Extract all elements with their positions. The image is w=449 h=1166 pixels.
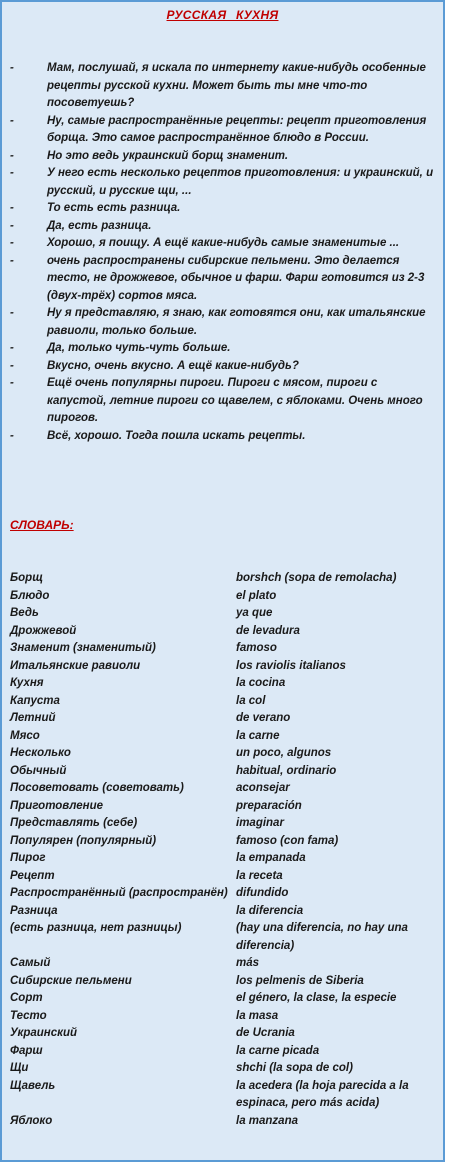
dialogue-text: Да, есть разница. — [47, 219, 152, 232]
dialogue-line — [10, 60, 438, 113]
vocabulary-spanish-translation: aconsejar — [236, 782, 290, 794]
vocabulary-spanish-translation: la acedera (la hoja parecida a la espinaca, pero más acida) — [236, 1079, 409, 1109]
dialogue-text: У него есть несколько рецептов приготовления: и украинский, и русский, и русские щи, ... — [47, 167, 434, 197]
vocabulary-spanish-translation: la empanada — [236, 852, 306, 864]
vocabulary-russian-term: Фарш — [10, 1044, 43, 1057]
vocabulary-row — [10, 1060, 438, 1078]
vocabulary-row — [10, 710, 438, 728]
vocabulary-russian-term: Украинский — [10, 1027, 77, 1039]
vocabulary-row — [10, 868, 438, 886]
vocabulary-row — [10, 1043, 438, 1061]
vocabulary-row — [10, 763, 438, 781]
vocabulary-russian-term: Сибирские пельмени — [10, 974, 132, 987]
vocabulary-row — [10, 675, 438, 693]
vocabulary-spanish-translation: un poco, algunos — [236, 747, 332, 759]
vocabulary-spanish-translation: la diferencia — [236, 904, 304, 917]
vocabulary-spanish-translation: la carne — [236, 729, 280, 742]
vocabulary-table — [10, 570, 438, 1130]
dialogue-line — [10, 428, 438, 446]
vocabulary-russian-term: Щи — [10, 1062, 29, 1074]
vocabulary-heading: СЛОВАРЬ: — [10, 518, 74, 532]
dialogue-dash: - — [10, 149, 14, 162]
vocabulary-russian-term: Распространённый (распространён) — [10, 887, 228, 899]
vocabulary-russian-term: (есть разница, нет разницы) — [10, 922, 182, 934]
dialogue-dash: - — [10, 254, 14, 267]
vocabulary-row — [10, 1008, 438, 1026]
vocabulary-russian-term: Дрожжевой — [10, 624, 77, 637]
dialogue-line — [10, 200, 438, 218]
vocabulary-russian-term: Кухня — [10, 677, 44, 689]
vocabulary-row — [10, 745, 438, 763]
dialogue-line — [10, 113, 438, 148]
vocabulary-spanish-translation: de levadura — [236, 624, 300, 637]
vocabulary-russian-term: Капуста — [10, 694, 60, 707]
vocabulary-row — [10, 833, 438, 851]
vocabulary-spanish-translation: el plato — [236, 589, 277, 602]
vocabulary-row — [10, 640, 438, 658]
dialogue-line — [10, 340, 438, 358]
dialogue-text: Но это ведь украинский борщ знаменит. — [47, 149, 289, 162]
dialogue-line — [10, 375, 438, 428]
vocabulary-spanish-translation: la cocina — [236, 677, 286, 689]
vocabulary-row — [10, 1025, 438, 1043]
vocabulary-spanish-translation: el género, la clase, la especie — [236, 992, 397, 1004]
vocabulary-spanish-translation: difundido — [236, 887, 289, 899]
vocabulary-row — [10, 815, 438, 833]
vocabulary-russian-term: Сорт — [10, 992, 43, 1004]
vocabulary-spanish-translation: los raviolis italianos — [236, 659, 346, 672]
vocabulary-russian-term: Популярен (популярный) — [10, 834, 157, 847]
dialogue-line — [10, 253, 438, 306]
dialogue-line — [10, 358, 438, 376]
vocabulary-russian-term: Щавель — [10, 1079, 56, 1092]
dialogue-dash: - — [10, 202, 14, 214]
vocabulary-spanish-translation: famoso — [236, 642, 277, 654]
dialogue-line — [10, 305, 438, 340]
vocabulary-russian-term: Рецепт — [10, 869, 55, 882]
vocabulary-row — [10, 780, 438, 798]
vocabulary-row — [10, 658, 438, 676]
vocabulary-russian-term: Знаменит (знаменитый) — [10, 642, 156, 654]
vocabulary-row — [10, 990, 438, 1008]
vocabulary-russian-term: Приготовление — [10, 799, 104, 812]
vocabulary-russian-term: Разница — [10, 904, 58, 917]
vocabulary-spanish-translation: habitual, ordinario — [236, 764, 337, 777]
dialogue-text: Ну, самые распространённые рецепты: рецепт приготовления борща. Это самое распространённое блюдо в России. — [47, 114, 427, 144]
vocabulary-russian-term: Блюдо — [10, 589, 50, 602]
dialogue-text: Мам, послушай, я искала по интернету какие-нибудь особенные рецепты русской кухни. Может быть ты мне что-то посоветуешь? — [47, 62, 426, 109]
vocabulary-spanish-translation: más — [236, 957, 260, 969]
vocabulary-row — [10, 1078, 438, 1113]
dialogue-line — [10, 148, 438, 166]
vocabulary-russian-term: Яблоко — [10, 1114, 53, 1127]
vocabulary-spanish-translation: preparación — [236, 799, 302, 812]
vocabulary-row — [10, 850, 438, 868]
vocabulary-spanish-translation: los pelmenis de Siberia — [236, 974, 364, 987]
dialogue-dash: - — [10, 219, 14, 232]
vocabulary-row — [10, 693, 438, 711]
dialogue-text: Хорошо, я поищу. А ещё какие-нибудь самые знаменитые ... — [47, 237, 400, 249]
vocabulary-row — [10, 605, 438, 623]
vocabulary-row — [10, 588, 438, 606]
vocabulary-row — [10, 903, 438, 921]
dialogue-text: Да, только чуть-чуть больше. — [47, 342, 231, 354]
vocabulary-russian-term: Летний — [10, 712, 56, 724]
vocabulary-spanish-translation: la manzana — [236, 1114, 298, 1127]
vocabulary-spanish-translation: (hay una diferencia, no hay una diferencia) — [236, 922, 408, 952]
vocabulary-row — [10, 973, 438, 991]
vocabulary-spanish-translation: famoso (con fama) — [236, 834, 339, 847]
vocabulary-russian-term: Самый — [10, 957, 51, 969]
dialogue-dash: - — [10, 237, 14, 249]
vocabulary-row — [10, 728, 438, 746]
dialogue-text: Ещё очень популярны пироги. Пироги с мясом, пироги с капустой, летние пироги со щавелем, с яблоками. Очень много пирогов. — [47, 377, 423, 424]
vocabulary-russian-term: Мясо — [10, 729, 40, 742]
vocabulary-russian-term: Пирог — [10, 852, 46, 864]
vocabulary-row — [10, 570, 438, 588]
dialogue-line — [10, 218, 438, 236]
vocabulary-spanish-translation: ya que — [236, 607, 273, 619]
dialogue-text: Всё, хорошо. Тогда пошла искать рецепты. — [47, 429, 306, 442]
vocabulary-row — [10, 623, 438, 641]
vocabulary-row — [10, 1113, 438, 1131]
dialogue-text: То есть есть разница. — [47, 202, 181, 214]
vocabulary-russian-term: Представлять (себе) — [10, 817, 138, 829]
dialogue-line — [10, 235, 438, 253]
vocabulary-russian-term: Обычный — [10, 764, 67, 777]
vocabulary-spanish-translation: shchi (la sopa de col) — [236, 1062, 353, 1074]
vocabulary-row — [10, 920, 438, 955]
vocabulary-spanish-translation: la carne picada — [236, 1044, 320, 1057]
dialogue-dash: - — [10, 359, 14, 372]
dialogue-dash: - — [10, 167, 14, 179]
dialogue-dash: - — [10, 307, 14, 319]
dialogue-dash: - — [10, 62, 14, 74]
document-title: РУССКАЯ КУХНЯ — [166, 8, 279, 22]
vocabulary-russian-term: Тесто — [10, 1009, 47, 1022]
vocabulary-russian-term: Ведь — [10, 607, 39, 619]
vocabulary-spanish-translation: de Ucrania — [236, 1027, 295, 1039]
vocabulary-row — [10, 798, 438, 816]
dialogue-dash: - — [10, 114, 14, 127]
vocabulary-row — [10, 955, 438, 973]
dialogue-dash: - — [10, 342, 14, 354]
dialogue-line — [10, 165, 438, 200]
dialogue-text: Вкусно, очень вкусно. А ещё какие-нибудь? — [47, 359, 299, 372]
dialogue-text: очень распространены сибирские пельмени. Это делается тесто, не дрожжевое, обычное и фарш. Фарш готовится из 2-3 (двух-трёх) сортов мяса. — [47, 254, 425, 302]
vocabulary-row — [10, 885, 438, 903]
vocabulary-spanish-translation: la col — [236, 694, 266, 707]
vocabulary-spanish-translation: borshch (sopa de remolacha) — [236, 572, 397, 584]
vocabulary-spanish-translation: de verano — [236, 712, 291, 724]
vocabulary-russian-term: Несколько — [10, 747, 71, 759]
dialogue-dash: - — [10, 429, 14, 442]
vocabulary-spanish-translation: la masa — [236, 1009, 279, 1022]
vocabulary-russian-term: Итальянские равиоли — [10, 659, 141, 672]
vocabulary-russian-term: Борщ — [10, 572, 43, 584]
vocabulary-russian-term: Посоветовать (советовать) — [10, 782, 184, 794]
dialogue-text: Ну я представляю, я знаю, как готовятся они, как итальянские равиоли, только больше. — [47, 307, 426, 337]
dialogue-dash: - — [10, 377, 14, 389]
vocabulary-spanish-translation: imaginar — [236, 817, 284, 829]
dialogue — [10, 60, 438, 445]
vocabulary-spanish-translation: la receta — [236, 869, 283, 882]
